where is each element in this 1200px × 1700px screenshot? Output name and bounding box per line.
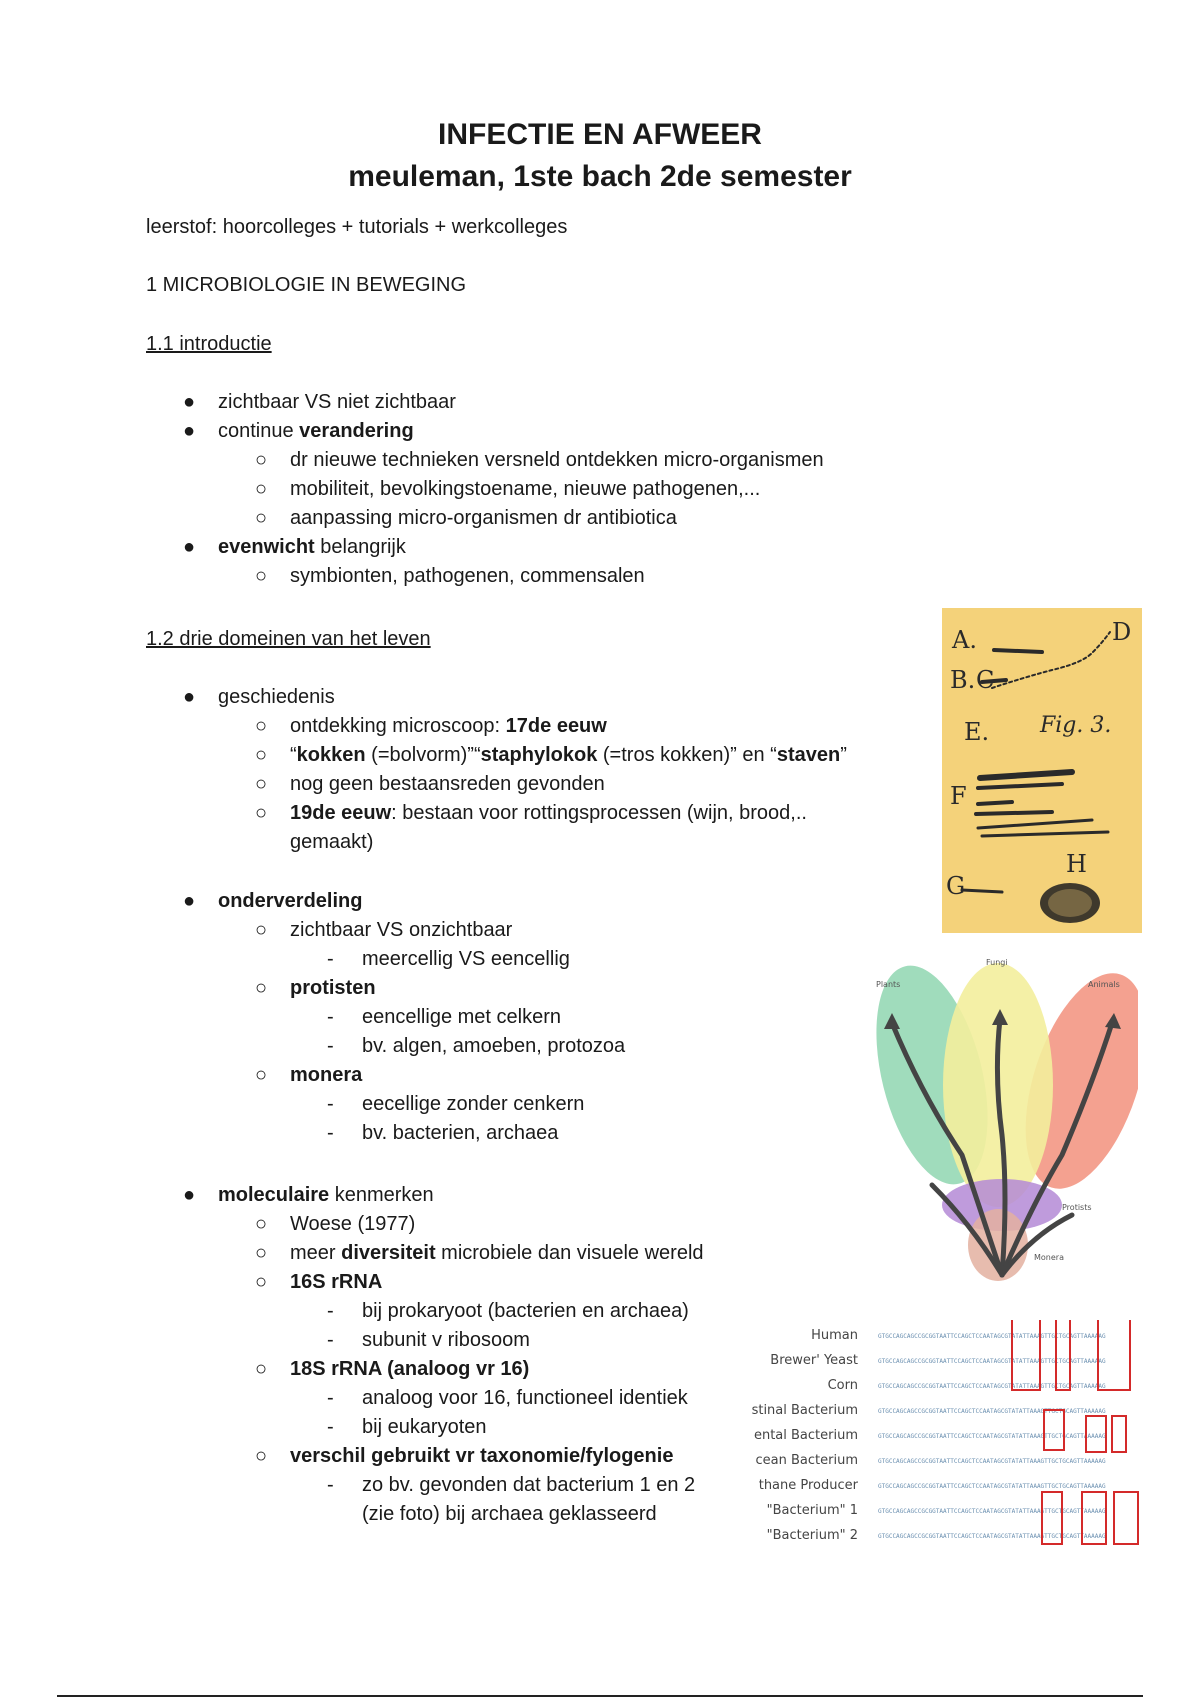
- row-label: cean Bacterium: [755, 1453, 858, 1468]
- list-item: “kokken (=bolvorm)”“staphylokok (=tros kokken)” en “staven”: [290, 744, 847, 766]
- label-d: D: [1112, 618, 1132, 646]
- label-plants: Plants: [876, 980, 901, 989]
- sequence-row: GTGCCAGCAGCCGCGGTAATTCCAGCTCCAATAGCGTATATTAAAGTTGCTGCAGTTAAAAAG: [878, 1483, 1106, 1490]
- list-item: symbionten, pathogenen, commensalen: [290, 565, 645, 587]
- bullet-dash: -: [327, 1387, 334, 1409]
- rod-shape: [978, 802, 1012, 804]
- sequence-row: GTGCCAGCAGCCGCGGTAATTCCAGCTCCAATAGCGTATATTAAAGTTGCTGCAGTTAAAAAG: [878, 1408, 1106, 1415]
- list-item: onderverdeling: [218, 890, 363, 912]
- label-animals: Animals: [1088, 980, 1120, 989]
- sequence-row: GTGCCAGCAGCCGCGGTAATTCCAGCTCCAATAGCGTATATTAAAGTTGCTGCAGTTAAAAAG: [878, 1333, 1106, 1340]
- list-item: moleculaire kenmerken: [218, 1184, 434, 1206]
- list-item: bv. bacterien, archaea: [362, 1122, 559, 1144]
- highlight-box: [1114, 1492, 1138, 1544]
- row-label: Human: [811, 1328, 858, 1343]
- label-a: A.: [952, 626, 977, 654]
- row-label: stinal Bacterium: [751, 1403, 858, 1418]
- rod-shape: [994, 650, 1042, 652]
- list-item: protisten: [290, 977, 376, 999]
- list-item: zo bv. gevonden dat bacterium 1 en 2: [362, 1474, 696, 1496]
- list-item: geschiedenis: [218, 686, 335, 708]
- row-label: Brewer' Yeast: [770, 1353, 858, 1368]
- tree-of-life-diagram: [862, 955, 1138, 1285]
- bullet-dash: -: [327, 1122, 334, 1144]
- sequence-row: GTGCCAGCAGCCGCGGTAATTCCAGCTCCAATAGCGTATATTAAAGTTGCTGCAGTTAAAAAG: [878, 1508, 1106, 1515]
- bullet-dot: ●: [183, 420, 196, 442]
- coccus-cluster: [1040, 883, 1100, 923]
- sequence-row: GTGCCAGCAGCCGCGGTAATTCCAGCTCCAATAGCGTATATTAAAGTTGCTGCAGTTAAAAAG: [878, 1433, 1106, 1440]
- list-item: mobiliteit, bevolkingstoename, nieuwe pathogenen,...: [290, 478, 761, 500]
- highlight-box: [1044, 1410, 1064, 1450]
- bullet-circle: ○: [255, 1213, 268, 1235]
- list-item: dr nieuwe technieken versneld ontdekken micro-organismen: [290, 449, 824, 471]
- bullet-dash: -: [327, 1416, 334, 1438]
- bullet-dash: -: [327, 1474, 334, 1496]
- section-heading-1: 1 MICROBIOLOGIE IN BEWEGING: [146, 274, 467, 296]
- bullet-dash: -: [327, 948, 334, 970]
- sequence-row: GTGCCAGCAGCCGCGGTAATTCCAGCTCCAATAGCGTATATTAAAGTTGCTGCAGTTAAAAAG: [878, 1358, 1106, 1365]
- bullet-circle: ○: [255, 1064, 268, 1086]
- row-label: ental Bacterium: [753, 1428, 858, 1443]
- label-monera: Monera: [1034, 1253, 1064, 1262]
- bullet-circle: ○: [255, 977, 268, 999]
- bullet-circle: ○: [255, 449, 268, 471]
- sequence-row: GTGCCAGCAGCCGCGGTAATTCCAGCTCCAATAGCGTATATTAAAGTTGCTGCAGTTAAAAAG: [878, 1383, 1106, 1390]
- highlight-box: [1112, 1416, 1126, 1452]
- bullet-circle: ○: [255, 478, 268, 500]
- list-item: 16S rRNA: [290, 1271, 383, 1293]
- figure-background: [942, 608, 1142, 933]
- bullet-dash: -: [327, 1006, 334, 1028]
- row-label: "Bacterium" 1: [766, 1503, 858, 1518]
- label-h: H: [1066, 850, 1087, 878]
- row-label: thane Producer: [758, 1478, 858, 1493]
- bullet-dot: ●: [183, 391, 196, 413]
- list-item: bv. algen, amoeben, protozoa: [362, 1035, 626, 1057]
- highlight-box: [1012, 1320, 1040, 1390]
- list-item: aanpassing micro-organismen dr antibiotica: [290, 507, 677, 529]
- sequence-alignment-figure: [750, 1320, 1164, 1560]
- bullet-dot: ●: [183, 686, 196, 708]
- bullet-dash: -: [327, 1035, 334, 1057]
- label-protists: Protists: [1062, 1203, 1092, 1212]
- list-item-continuation: (zie foto) bij archaea geklasseerd: [362, 1503, 657, 1525]
- list-item: bij prokaryoot (bacterien en archaea): [362, 1300, 689, 1322]
- bullet-dash: -: [327, 1300, 334, 1322]
- highlight-box: [1098, 1320, 1130, 1390]
- list-item: zichtbaar VS onzichtbaar: [290, 919, 513, 941]
- list-item: 18S rRNA (analoog vr 16): [290, 1358, 530, 1380]
- bullet-dash: -: [327, 1329, 334, 1351]
- list-item: evenwicht belangrijk: [218, 536, 406, 558]
- list-item: verschil gebruikt vr taxonomie/fylogenie: [290, 1445, 674, 1467]
- footer-rule: [57, 1695, 1143, 1697]
- rod-shape: [962, 890, 1002, 892]
- bullet-circle: ○: [255, 802, 268, 824]
- bullet-circle: ○: [255, 744, 268, 766]
- bullet-circle: ○: [255, 1358, 268, 1380]
- list-item: nog geen bestaansreden gevonden: [290, 773, 605, 795]
- label-fungi: Fungi: [986, 958, 1008, 967]
- list-item: analoog voor 16, functioneel identiek: [362, 1387, 688, 1409]
- sequence-row: GTGCCAGCAGCCGCGGTAATTCCAGCTCCAATAGCGTATATTAAAGTTGCTGCAGTTAAAAAG: [878, 1533, 1106, 1540]
- list-item: 19de eeuw: bestaan voor rottingsprocessen (wijn, brood,..: [290, 802, 807, 824]
- bullet-circle: ○: [255, 507, 268, 529]
- label-f: F: [950, 782, 967, 810]
- sequence-row: GTGCCAGCAGCCGCGGTAATTCCAGCTCCAATAGCGTATATTAAAGTTGCTGCAGTTAAAAAG: [878, 1458, 1106, 1465]
- label-b: B.: [950, 666, 976, 694]
- list-item: ontdekking microscoop: 17de eeuw: [290, 715, 607, 737]
- list-item: monera: [290, 1064, 363, 1086]
- page-subtitle: meuleman, 1ste bach 2de semester: [348, 160, 852, 193]
- list-item: subunit v ribosoom: [362, 1329, 530, 1351]
- list-item: meercellig VS eencellig: [362, 948, 570, 970]
- figure-number-label: Fig. 3.: [1040, 713, 1112, 738]
- bullet-circle: ○: [255, 1271, 268, 1293]
- microscope-drawing-figure: [942, 608, 1142, 933]
- section-heading-1-1: 1.1 introductie: [146, 333, 272, 355]
- bullet-dot: ●: [183, 1184, 196, 1206]
- list-item: bij eukaryoten: [362, 1416, 487, 1438]
- bullet-circle: ○: [255, 565, 268, 587]
- bullet-dot: ●: [183, 536, 196, 558]
- list-item: meer diversiteit microbiele dan visuele wereld: [290, 1242, 704, 1264]
- label-c: C: [976, 666, 995, 694]
- bullet-circle: ○: [255, 1242, 268, 1264]
- rod-shape: [982, 680, 1006, 682]
- label-g: G: [946, 872, 966, 900]
- list-item: continue verandering: [218, 420, 414, 442]
- highlight-box: [1056, 1320, 1070, 1390]
- list-item-continuation: gemaakt): [290, 831, 374, 853]
- row-label: "Bacterium" 2: [766, 1528, 858, 1543]
- section-heading-1-2: 1.2 drie domeinen van het leven: [146, 628, 431, 650]
- page-title: INFECTIE EN AFWEER: [438, 118, 762, 151]
- bullet-circle: ○: [255, 715, 268, 737]
- leerstof-line: leerstof: hoorcolleges + tutorials + werkcolleges: [146, 216, 568, 238]
- bullet-circle: ○: [255, 919, 268, 941]
- list-item: zichtbaar VS niet zichtbaar: [218, 391, 456, 413]
- rod-shape: [976, 812, 1052, 814]
- bullet-dot: ●: [183, 890, 196, 912]
- bullet-circle: ○: [255, 773, 268, 795]
- list-item: eencellige met celkern: [362, 1006, 561, 1028]
- bullet-dash: -: [327, 1093, 334, 1115]
- label-e: E.: [964, 718, 990, 746]
- row-label: Corn: [827, 1378, 858, 1393]
- bullet-circle: ○: [255, 1445, 268, 1467]
- list-item: Woese (1977): [290, 1213, 416, 1235]
- list-item: eecellige zonder cenkern: [362, 1093, 585, 1115]
